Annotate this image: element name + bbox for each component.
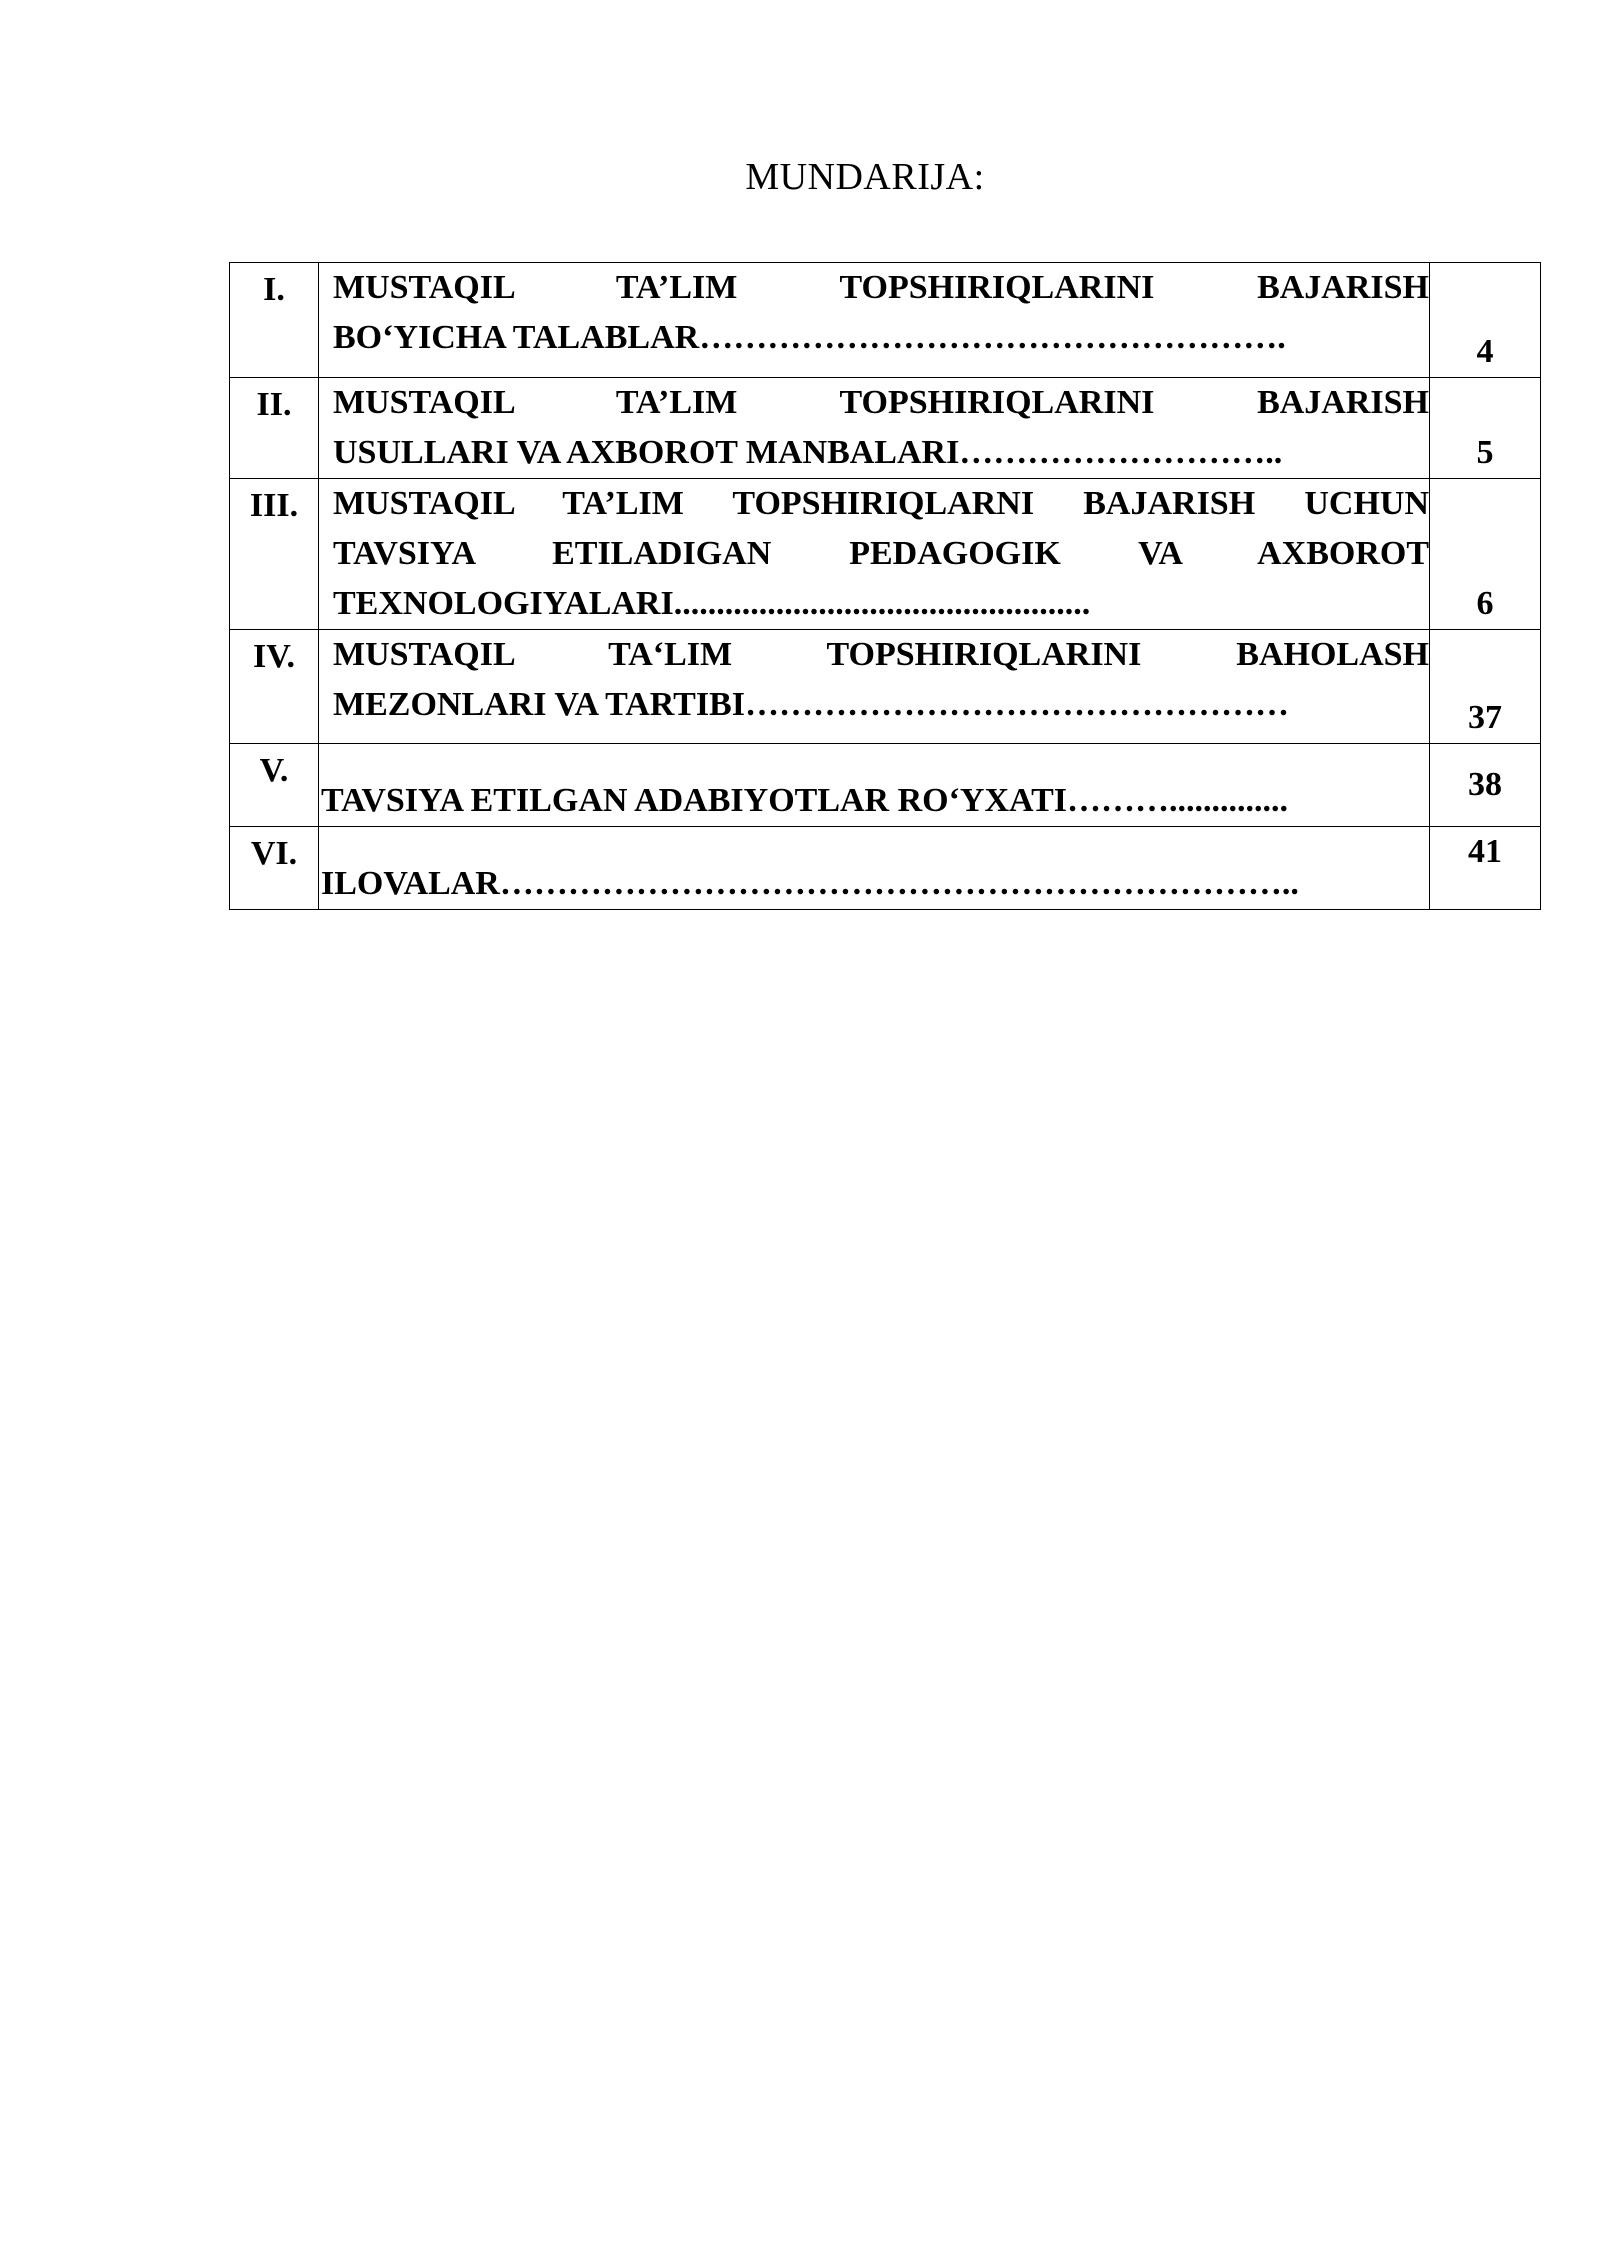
page-title: MUNDARIJA: bbox=[745, 156, 985, 198]
toc-page-number: 41 bbox=[1430, 827, 1541, 910]
toc-numeral-cell bbox=[230, 630, 319, 744]
toc-row bbox=[230, 263, 1541, 378]
toc-numeral-cell bbox=[230, 827, 319, 910]
toc-title-line: MEZONLARI VA TARTIBI………………………………………… bbox=[333, 686, 1289, 723]
toc-title-cell bbox=[319, 744, 1430, 827]
toc-numeral-cell bbox=[230, 378, 319, 479]
toc-title-line: BO‘YICHA TALABLAR……………………………………………. bbox=[333, 319, 1286, 356]
toc-title-line: MUSTAQIL TA’LIM TOPSHIRIQLARINI BAJARISH bbox=[333, 269, 1429, 306]
toc-numeral-cell bbox=[230, 744, 319, 827]
toc-row bbox=[230, 827, 1541, 910]
toc-page-number: 4 bbox=[1430, 263, 1541, 378]
toc-page-number: 38 bbox=[1430, 744, 1541, 827]
toc-title-cell bbox=[319, 827, 1430, 910]
toc-title-line: MUSTAQIL TA’LIM TOPSHIRIQLARINI BAJARISH bbox=[333, 384, 1429, 421]
toc-row bbox=[230, 744, 1541, 827]
toc-row bbox=[230, 479, 1541, 630]
toc-title-line: MUSTAQIL TA’LIM TOPSHIRIQLARNI BAJARISH UCHUN bbox=[333, 485, 1429, 522]
toc-numeral: VI. bbox=[250, 835, 298, 872]
toc-numeral-cell bbox=[230, 263, 319, 378]
toc-title-line: TAVSIYA ETILGAN ADABIYOTLAR RO‘YXATI……….............. bbox=[321, 782, 1288, 819]
toc-row bbox=[230, 378, 1541, 479]
toc-title-line: MUSTAQIL TA‘LIM TOPSHIRIQLARINI BAHOLASH bbox=[333, 636, 1429, 673]
table-of-contents bbox=[229, 262, 1541, 910]
toc-title-line: TAVSIYA ETILADIGAN PEDAGOGIK VA AXBOROT bbox=[333, 535, 1429, 572]
toc-page-number: 6 bbox=[1430, 479, 1541, 630]
toc-title-line: TEXNOLOGIYALARI................................................. bbox=[333, 585, 1091, 622]
toc-title-line: USULLARI VA AXBOROT MANBALARI……………………….. bbox=[333, 434, 1283, 471]
toc-title-cell bbox=[319, 263, 1430, 378]
toc-numeral: I. bbox=[263, 271, 285, 308]
toc-numeral: II. bbox=[256, 386, 292, 423]
toc-title-cell bbox=[319, 630, 1430, 744]
toc-title-cell bbox=[319, 378, 1430, 479]
toc-numeral: III. bbox=[249, 487, 299, 524]
toc-numeral: IV. bbox=[253, 638, 295, 675]
toc-numeral: V. bbox=[259, 752, 289, 789]
toc-page-number: 5 bbox=[1430, 378, 1541, 479]
toc-row bbox=[230, 630, 1541, 744]
toc-page-number: 37 bbox=[1430, 630, 1541, 744]
toc-title-cell bbox=[319, 479, 1430, 630]
toc-title-line: ILOVALAR…………………………………………………………….. bbox=[321, 865, 1299, 902]
toc-numeral-cell bbox=[230, 479, 319, 630]
